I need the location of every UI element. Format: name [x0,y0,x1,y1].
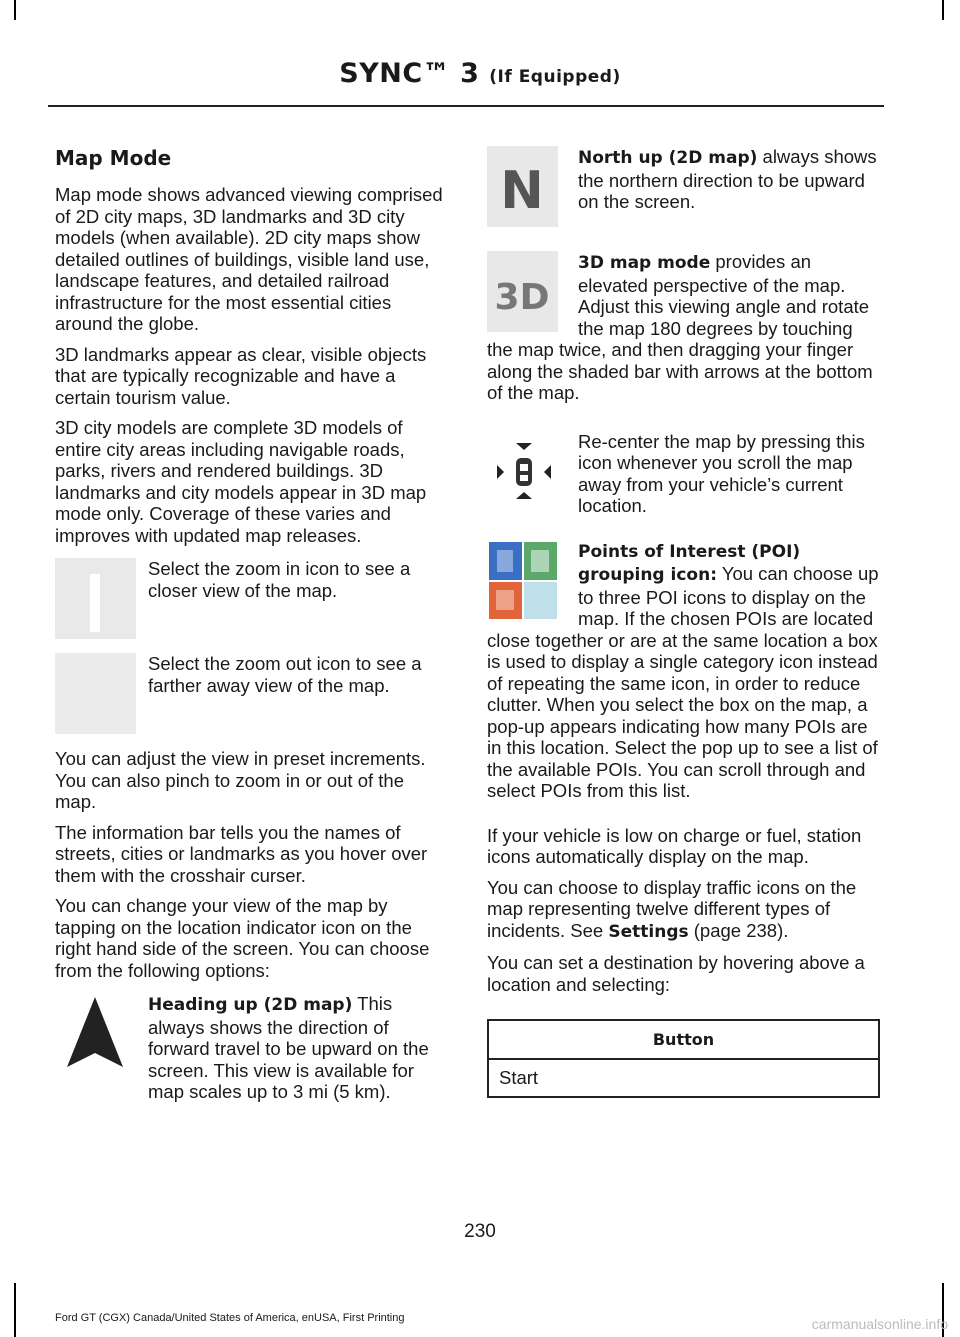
north-up-description: always shows the northern direction to be upward on the screen. [578,146,877,212]
north-up-title: North up (2D map) [578,148,758,168]
paragraph-change-view: You can change your view of the map by tapping on the location indicator icon on the right hand side of the screen. You can choose from the following options: [55,895,430,981]
paragraph-3d-landmarks: 3D landmarks appear as clear, visible objects that are typically recognizable and have a certain tourism value. [55,343,427,408]
left-column [55,146,448,1117]
recenter-icon [487,431,558,512]
crop-mark-top-right [942,0,944,20]
paragraph-map-mode: Map mode shows advanced viewing comprised of 2D city maps, 3D landmarks and 3D city models (when available). 2D city maps show detailed outlines of buildings, visible land use, landscape features, and detailed railroad infrastructure for the most essential cities around the globe. [55,184,443,334]
crop-mark-top-left [14,0,16,20]
footer-text: Ford GT (CGX) Canada/United States of America, enUSA, First Printing [55,1312,405,1324]
paragraph-fuel: If your vehicle is low on charge or fuel, station icons automatically display on the map. [487,824,862,867]
section-heading: Map Mode [55,146,172,170]
recenter-text: Re-center the map by pressing this icon whenever you scroll the map away from your vehicle’s current location. [578,430,865,516]
map-3d-icon [487,251,558,332]
map-3d-glyph: 3D [494,277,550,318]
traffic-text-a: You can choose to display traffic icons on the map representing twelve different types of incidents. See [487,876,857,941]
zoom-out-icon [55,653,136,734]
zoom-out-text: Select the zoom out icon to see a farther away view of the map. [148,653,422,696]
heading-up-title: Heading up (2D map) [148,995,353,1015]
header-divider [48,105,884,107]
paragraph-preset-increments: You can adjust the view in preset increments. You can also pinch to zoom in or out of the map. [55,748,426,812]
table-cell-start: Start [499,1067,539,1088]
poi-title: Points of Interest (POI) grouping icon: [578,541,801,585]
heading-up-figure [55,993,448,1103]
heading-up-text [148,993,448,1103]
zoom-out-figure [55,653,448,734]
crop-mark-bottom-left [14,1283,16,1337]
zoom-in-text: Select the zoom in icon to see a closer view of the map. [148,558,411,601]
zoom-in-icon [55,558,136,639]
page-header [0,58,960,89]
button-table [487,1019,880,1098]
settings-link[interactable]: Settings [608,921,689,942]
traffic-text-b: (page 238). [688,919,789,941]
map-3d-description: provides an elevated perspective of the map. Adjust this viewing angle and rotate the map 180 degrees by touching the map twice, and then dragging your finger along the shaded bar with arrows at the bottom of the map. [487,251,873,403]
map-3d-title: 3D map mode [578,253,711,273]
paragraph-destination: You can set a destination by hovering above a location and selecting: [487,952,865,995]
north-up-icon [487,146,558,227]
map-3d-figure [487,251,880,413]
header-title: SYNC™ 3 [339,58,480,89]
paragraph-3d-city-models: 3D city models are complete 3D models of entire city areas including navigable roads, parks, rivers and rendered buildings. 3D landmarks and city models appear in 3D map mode only. Coverage of these varies and improves with updated map releases. [55,417,427,546]
heading-up-description: This always shows the direction of forward travel to be upward on the screen. This view is available for map scales up to 3 mi (5 km). [148,993,429,1102]
north-up-figure [487,146,880,231]
poi-description: You can choose up to three POI icons to display on the map. If the chosen POIs are located close together or are at the same location a box is used to display a single category icon instead of repeating the same icon, in order to reduce clutter. When you select the box on the map, a pop-up appears indicating how many POIs are in this location. Select the pop up to see a list of the available POIs. You can scroll through and select POIs from this list. [487,563,879,801]
poi-grouping-icon [487,540,558,621]
right-column [487,146,880,1098]
page-number: 230 [464,1221,496,1242]
recenter-figure [487,431,880,526]
paragraph-information-bar: The information bar tells you the names of streets, cities or landmarks as you hover over them with the crosshair curser. [55,821,428,886]
paragraph-traffic [487,877,880,944]
north-up-glyph: N [500,161,544,221]
header-subtitle: (If Equipped) [489,67,621,87]
zoom-in-figure [55,558,448,639]
heading-up-arrow-icon [55,993,136,1074]
watermark: carmanualsonline.info [811,1316,948,1332]
table-header: Button [489,1021,878,1060]
poi-figure [487,540,880,811]
